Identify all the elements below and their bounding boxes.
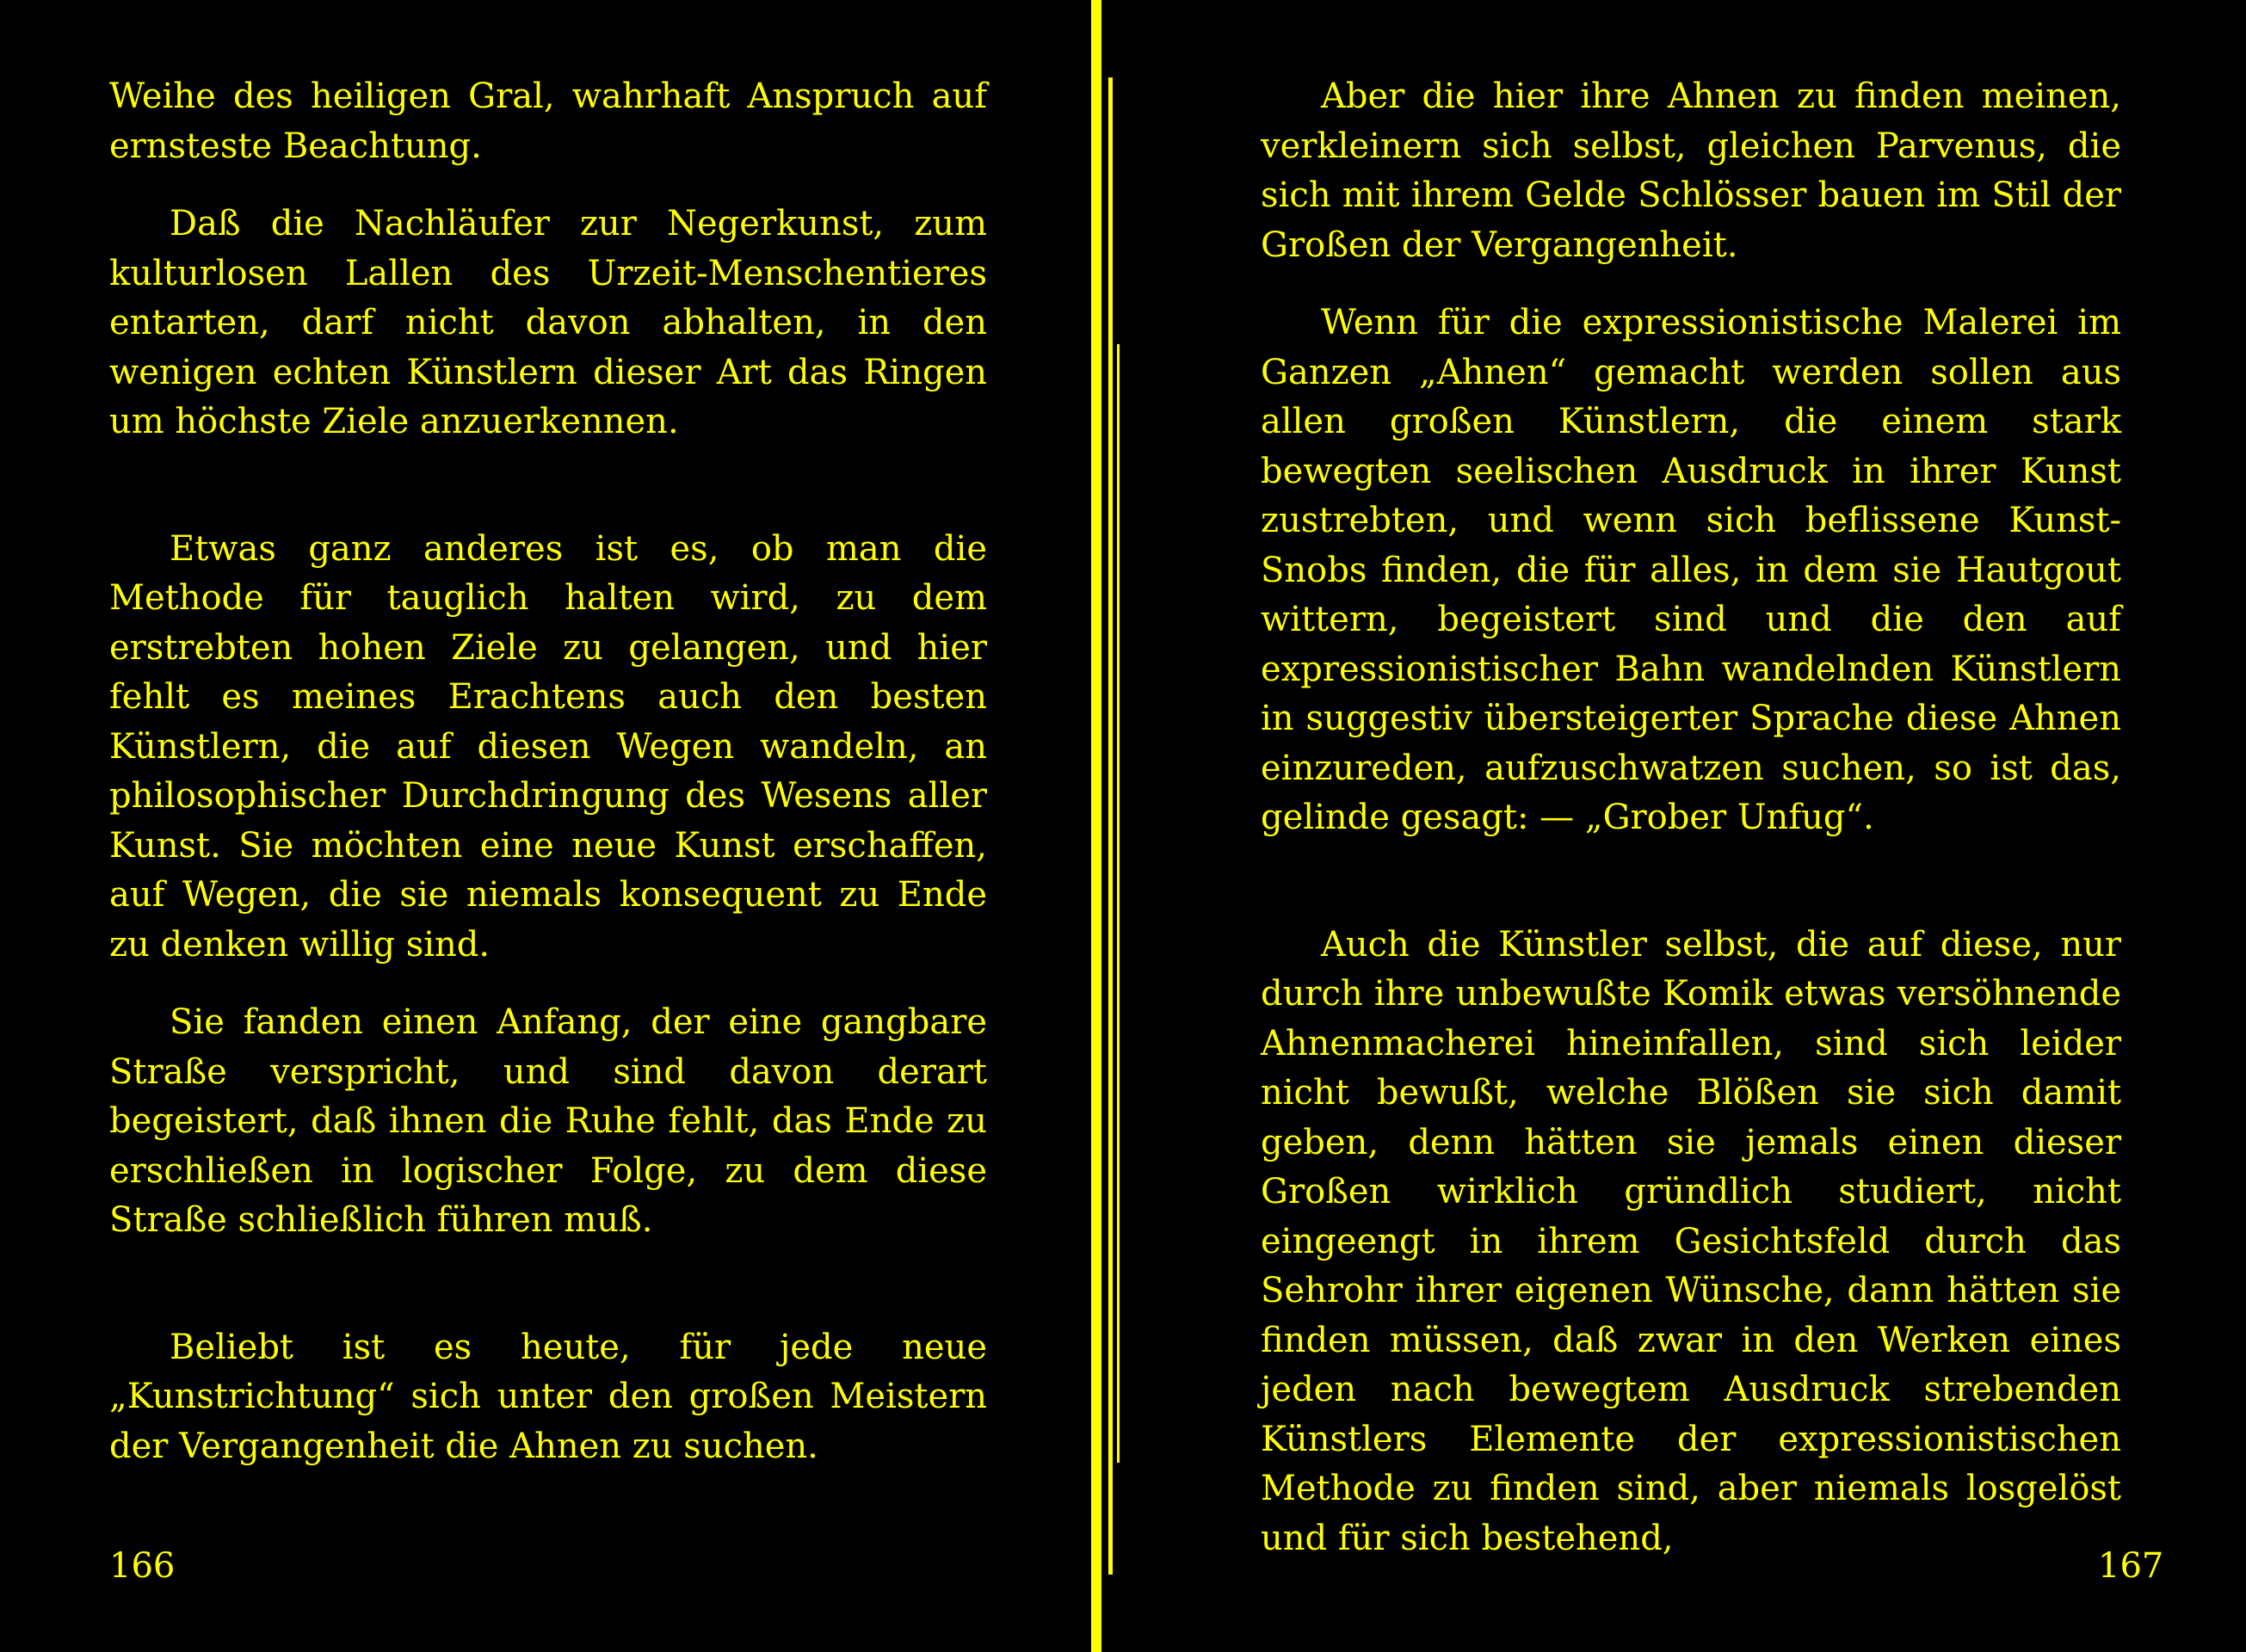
paragraph: Daß die Nachläufer zur Negerkunst, zum kulturlosen Lallen des Urzeit-Menschentieres entarten, darf nicht davon abhalten, in den wenigen echten Künstlern dieser Art das Ringen um höchste Ziele anzuerkennen. xyxy=(109,204,987,441)
paragraph: Beliebt ist es heute, für jede neue „Kunstrichtung“ sich unter den großen Meistern der Vergangenheit die Ahnen zu suchen. xyxy=(109,1327,987,1466)
paragraph: Weihe des heiligen Gral, wahrhaft Anspruch auf ernsteste Beachtung. xyxy=(109,77,987,166)
right-page-text xyxy=(1261,72,2121,1563)
gutter-stripe xyxy=(1117,344,1120,1463)
book-gutter xyxy=(1086,0,1124,1652)
paragraph: Wenn für die expressionistische Malerei im Ganzen „Ahnen“ gemacht werden sollen aus allen großen Künstlern, die einem stark bewegten seelischen Ausdruck in ihrer Kunst zustrebten, und wenn sich beflissene Kunst-Snobs finden, die für alles, in dem sie Hautgout wittern, begeistert sind und die den auf expressionistischer Bahn wandelnden Künstlern in suggestiv übersteigerter Sprache diese Ahnen einzureden, aufzuschwatzen suchen, so ist das, gelinde gesagt: — „Grober Unfug“. xyxy=(1261,303,2121,837)
gutter-stripe xyxy=(1091,0,1101,1652)
paragraph: Auch die Künstler selbst, die auf diese, nur durch ihre unbewußte Komik etwas versöhnende Ahnenmacherei hineinfallen, sind sich leider nicht bewußt, welche Blößen sie sich damit geben, denn hätten sie jemals einen dieser Großen wirklich gründlich studiert, nicht eingeengt in ihrem Gesichtsfeld durch das Sehrohr ihrer eigenen Wünsche, dann hätten sie finden müssen, daß zwar in den Werken eines jeden nach bewegtem Ausdruck strebenden Künstlers Elemente der expressionistischen Methode zu finden sind, aber niemals losgelöst und für sich bestehend, xyxy=(1261,924,2121,1558)
paragraph: Etwas ganz anderes ist es, ob man die Methode für tauglich halten wird, zu dem erstrebten hohen Ziele zu gelangen, und hier fehlt es meines Erachtens auch den besten Künstlern, die auf diesen Wegen wandeln, an philosophischer Durchdringung des Wesens aller Kunst. Sie möchten eine neue Kunst erschaffen, auf Wegen, die sie niemals konsequent zu Ende zu denken willig sind. xyxy=(109,528,987,965)
left-page-text xyxy=(109,72,987,1471)
page-number-right: 167 xyxy=(2098,1546,2164,1586)
paragraph: Aber die hier ihre Ahnen zu finden meinen, verkleinern sich selbst, gleichen Parvenus, die sich mit ihrem Gelde Schlösser bauen im Stil der Großen der Vergangenheit. xyxy=(1261,77,2121,265)
right-page xyxy=(1127,0,2246,1652)
left-page xyxy=(0,0,1093,1652)
page-number-left: 166 xyxy=(109,1546,176,1586)
paragraph: Sie fanden einen Anfang, der eine gangbare Straße verspricht, und sind davon derart begeistert, daß ihnen die Ruhe fehlt, das Ende zu erschließen in logischer Folge, zu dem diese Straße schließlich führen muß. xyxy=(109,1002,987,1240)
gutter-stripe xyxy=(1108,77,1113,1575)
